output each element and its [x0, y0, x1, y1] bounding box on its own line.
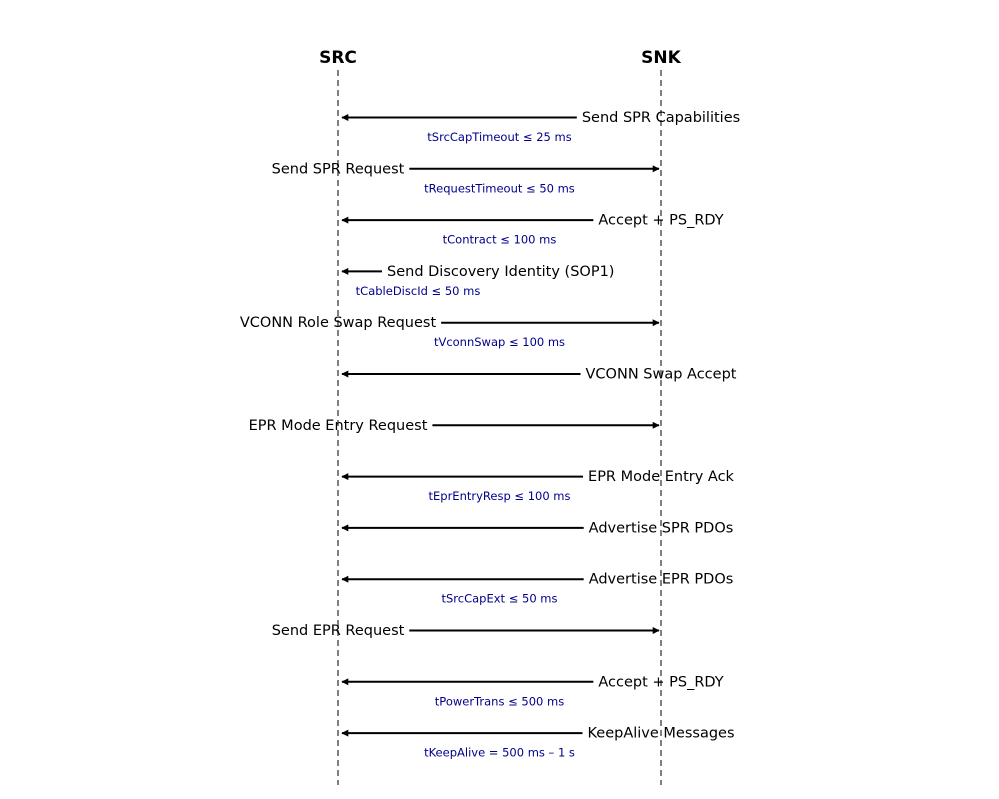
message-label: Advertise SPR PDOs: [588, 520, 734, 537]
timing-label: tSrcCapTimeout ≤ 25 ms: [427, 130, 572, 144]
message-label: Send SPR Request: [271, 161, 405, 178]
message-label: KeepAlive Messages: [587, 725, 735, 742]
participant-snk-label: SNK: [641, 48, 681, 68]
timing-label: tCableDiscId ≤ 50 ms: [355, 283, 481, 298]
message-label: Accept + PS_RDY: [598, 212, 724, 229]
message-label: Send SPR Capabilities: [581, 110, 741, 126]
message-label: EPR Mode Entry Ack: [588, 469, 734, 486]
message-label: VCONN Role Swap Request: [239, 315, 437, 332]
timing-label: tRequestTimeout ≤ 50 ms: [424, 181, 575, 196]
timing-label: tEprEntryResp ≤ 100 ms: [428, 489, 571, 504]
timing-label: tKeepAlive = 500 ms – 1 s: [424, 745, 575, 760]
timing-label: tContract ≤ 100 ms: [442, 232, 557, 247]
timing-label: tVconnSwap ≤ 100 ms: [433, 335, 566, 350]
timing-label: tPowerTrans ≤ 500 ms: [434, 694, 565, 709]
message-label: Accept + PS_RDY: [598, 674, 724, 691]
timing-label: tSrcCapExt ≤ 50 ms: [441, 591, 558, 606]
message-list: [240, 110, 740, 760]
message-label: Send Discovery Identity (SOP1): [387, 263, 615, 280]
message-label: EPR Mode Entry Request: [248, 417, 428, 434]
message-label: Advertise EPR PDOs: [588, 571, 734, 588]
message-label: VCONN Swap Accept: [585, 366, 737, 383]
participant-src-label: SRC: [319, 48, 357, 68]
message-label: Send EPR Request: [271, 623, 405, 639]
